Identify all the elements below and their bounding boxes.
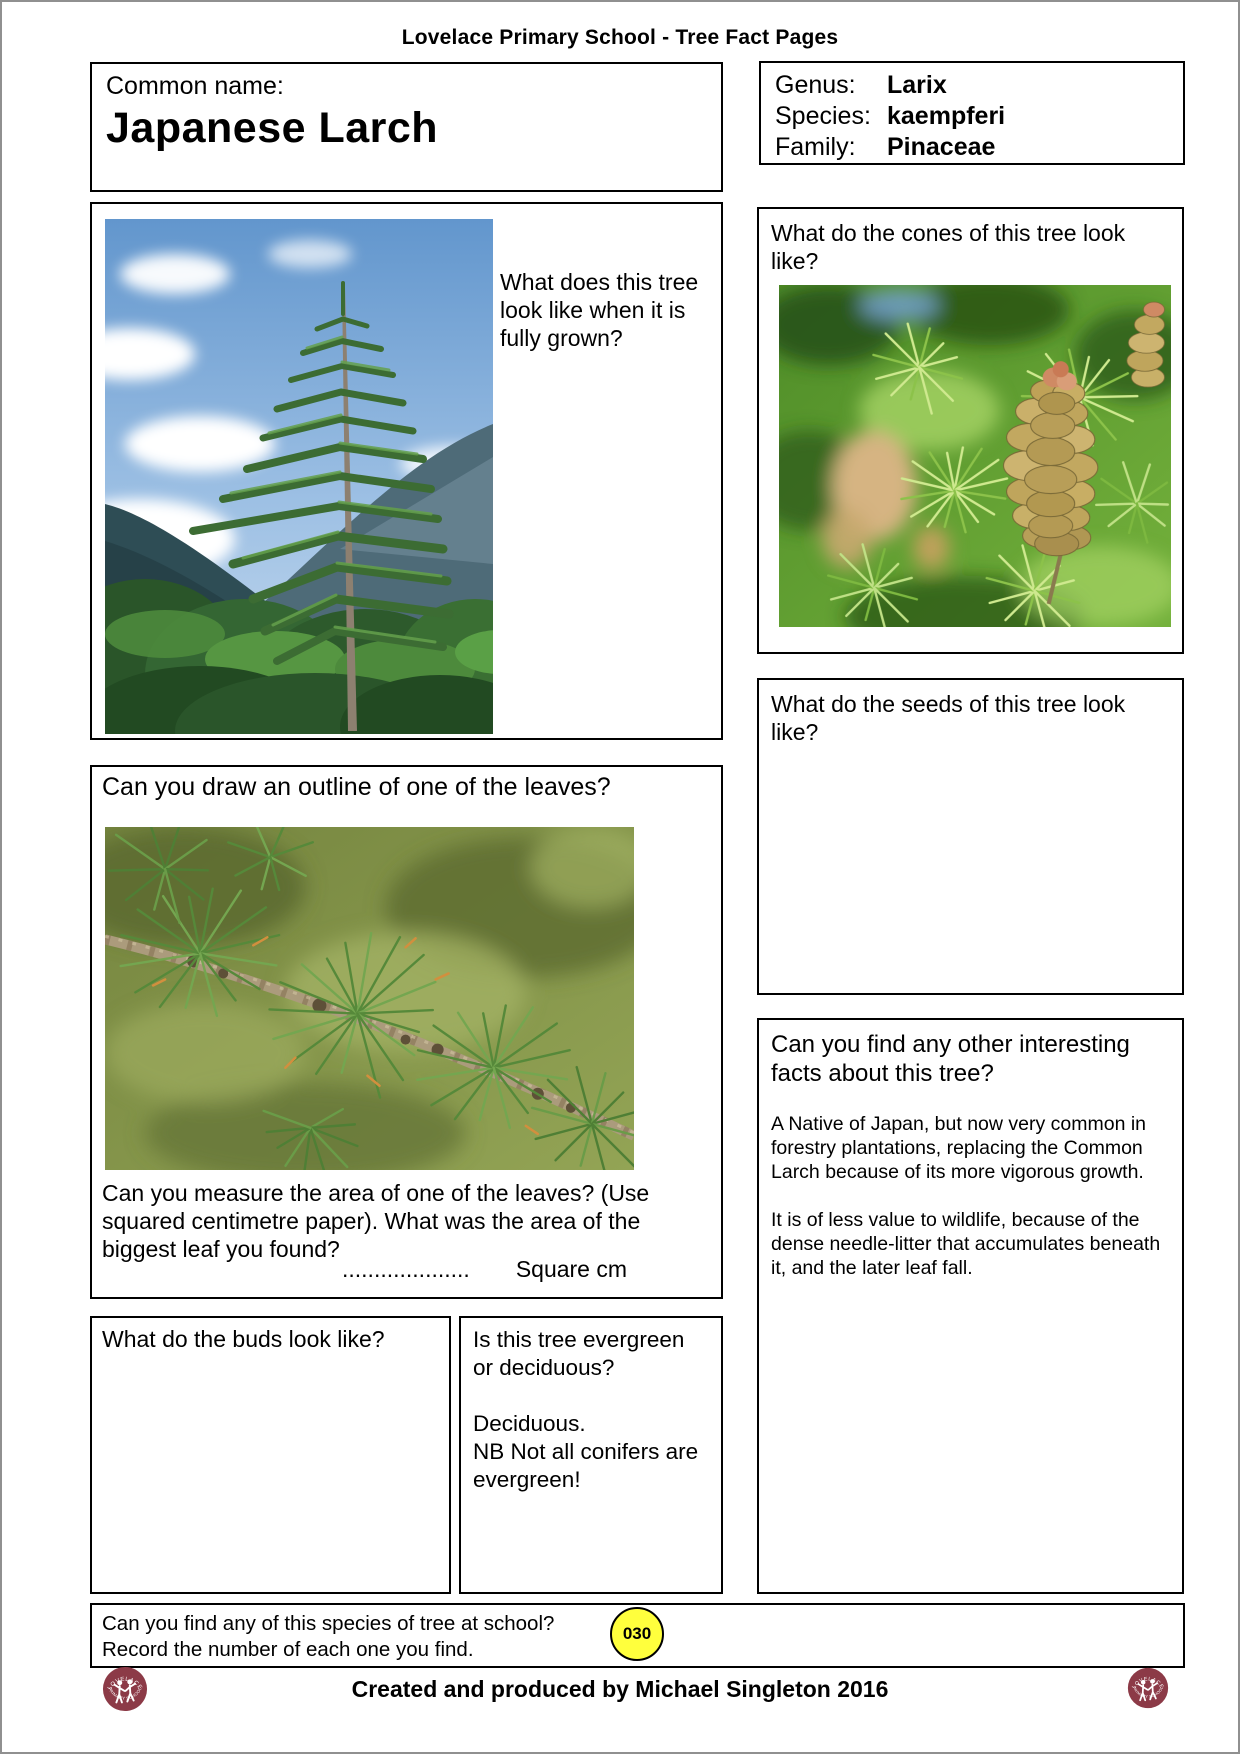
species-value: kaempferi [887,102,1006,130]
seeds-question: What do the seeds of this tree look like? [771,691,1126,745]
answer-unit-label: Square cm [515,1256,628,1282]
facts-paragraph-2: It is of less value to wildlife, because of the dense needle-litter that accumulates beneath it, and the later leaf fall. [771,1209,1161,1279]
facts-question: Can you find any other interesting facts about this tree? [771,1031,1130,1087]
mature-tree-box [90,202,723,740]
leaves-draw-question: Can you draw an outline of one of the leaves? [102,773,611,801]
buds-box [90,1316,451,1594]
taxonomy-row [775,70,1169,101]
seeds-box [757,678,1184,995]
mature-tree-photo [105,219,493,734]
family-label: Family: [775,133,856,161]
common-name-value: Japanese Larch [106,104,439,152]
evergreen-note: NB Not all conifers are evergreen! [473,1439,699,1492]
page-title: Lovelace Primary School - Tree Fact Pages [401,26,839,49]
species-code-badge: 030 [610,1607,664,1661]
answer-blank-line: .................... [342,1256,470,1282]
footer-credit: Created and produced by Michael Singleton 2016 [351,1676,889,1702]
genus-value: Larix [887,71,947,99]
school-survey-box [90,1603,1185,1668]
school-logo-icon [102,1666,148,1712]
leaves-photo [105,827,634,1170]
cones-photo [779,285,1171,627]
evergreen-box [459,1316,723,1594]
facts-box [757,1018,1184,1594]
taxonomy-row [775,132,1169,163]
school-logo-icon [1127,1667,1169,1709]
leaf-area-answer-row [342,1256,627,1283]
buds-question: What do the buds look like? [102,1326,385,1352]
evergreen-answer: Deciduous. [473,1411,586,1436]
facts-paragraph-1: A Native of Japan, but now very common in forestry plantations, replacing the Common Larch because of its more vigorous growth. [771,1113,1147,1183]
mature-tree-question: What does this tree look like when it is fully grown? [500,269,699,351]
school-survey-line1: Can you find any of this species of tree at school? [102,1612,555,1635]
taxonomy-row [775,101,1169,132]
common-name-box [90,62,723,192]
species-label: Species: [775,102,871,130]
leaves-box [90,765,723,1299]
family-value: Pinaceae [887,133,996,161]
leaves-measure-question: Can you measure the area of one of the leaves? (Use squared centimetre paper). What was the area of the biggest leaf you found? [102,1180,650,1262]
evergreen-question: Is this tree evergreen or deciduous? [473,1327,685,1380]
genus-label: Genus: [775,71,856,99]
cones-box [757,207,1184,654]
taxonomy-box [759,61,1185,165]
cones-question: What do the cones of this tree look like? [771,220,1126,274]
common-name-label: Common name: [106,72,284,100]
school-survey-line2: Record the number of each one you find. [102,1638,474,1661]
